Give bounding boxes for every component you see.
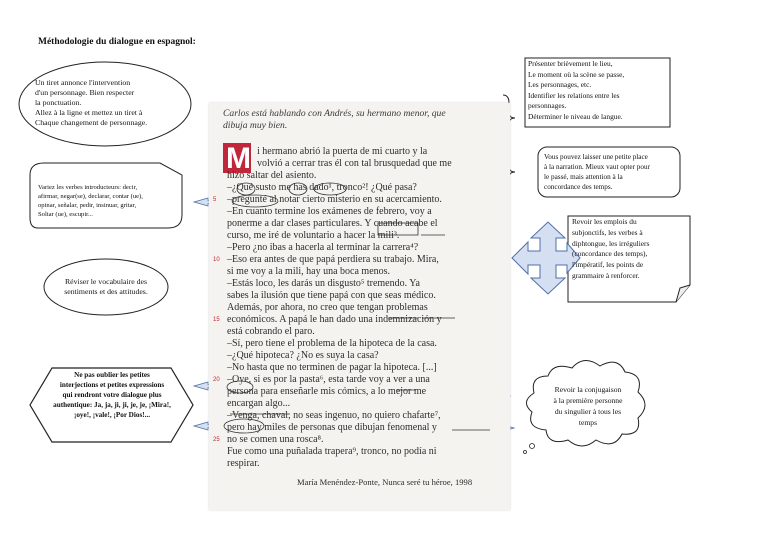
note-subjonctif: Revoir les emplois du subjonctifs, les verbes à diphtongue, les irréguliers (concordance des temps), l'impératif, les points de grammaire à renforcer. [572,217,650,280]
text-line: Además, por ahora, no creo que tengan problemas [227,302,428,313]
note-lieu: Présenter brièvement le lieu, Le moment où la scène se passe, Les personnages, etc. Identifier les relations entre les personnages. Déterminer le niveau de langue. [528,59,625,121]
line-number: 5 [213,197,217,203]
note-verbes: Variez les verbes introducteurs: decir, afirmar, negar(se), declarar, contar (ue), opinar, señalar, pedir, insinuar, gritar, Soltar (ue), escupir... [38,184,143,218]
text-line: –Sí, pero tiene el problema de la hipoteca de la casa. [227,338,437,349]
note-conjugaison: Revoir la conjugaison à la première personne du singulier à tous les temps [553,385,623,427]
text-line: –Venga, chaval, no seas ingenuo, no quiero chafarte⁷, [227,410,441,421]
text-line: persona para enseñarle mis cómics, a lo mejor me [227,386,427,397]
line-number: 20 [213,377,220,383]
page-title: Méthodologie du dialogue en espagnol: [38,37,196,47]
text-line: –Pero ¿no ibas a hacerla al terminar la carrera⁴? [227,242,419,253]
text-line: si me voy a la mili, hay una boca menos. [227,266,391,277]
text-line: –No hasta que no terminen de pagar la hipoteca. [...] [227,362,437,373]
citation: María Menéndez-Ponte, Nunca seré tu héroe, 1998 [297,477,473,487]
line-number: 15 [213,317,220,323]
text-line: respirar. [227,458,260,469]
text-line: –En cuanto termine los exámenes de febrero, voy a [227,206,432,217]
text-line: ponerme a dar clases particulares. Y cuando acabe el [227,218,438,229]
text-line: no se comen una rosca⁸. [227,434,324,445]
text-line: i hermano abrió la puerta de mi cuarto y la [257,146,428,157]
text-line: pero hay miles de personas que dibujan fenomenal y [227,422,437,433]
text-line: sabes la ilusión que tiene papá con que seas médico. [227,290,436,301]
line-number: 25 [213,437,220,443]
note-narration: Vous pouvez laisser une petite place à la narration. Mieux vaut opter pour le passé, mais attention à la concordance des temps. [544,153,650,191]
text-line: –Eso era antes de que papá perdiera su trabajo. Mira, [227,254,439,265]
text-line: económicos. A papá le han dado una indemnización y [227,314,442,325]
dialogue-text [227,146,507,488]
text-line: curso, me iré de voluntario a hacer la mili³. [227,230,400,241]
text-line: hizo saltar del asiento. [227,170,317,181]
text-line: está cobrando el paro. [227,326,315,337]
text-line: Fue como una puñalada trapera⁹, tronco, no podía ni [227,446,437,457]
text-line: –¿Qué hipoteca? ¿No es suya la casa? [227,350,379,361]
text-line: encargan algo... [227,398,291,409]
text-line: –¿Qué susto me has dado¹, tronco²! ¿Qué pasa? [227,182,417,193]
textbook-page [209,103,510,510]
note-interjections: Ne pas oublier les petites interjections et petites expressions qui rendront votre dialogue plus authentique: Ja, ja, ji, ji, je, je, ¡Mira!, ¡oye!, ¡vale!, ¡Por Dios!... [53,371,171,419]
note-tiret: Un tiret annonce l'intervention d'un personnage. Bien respecter la ponctuation. Allez à la ligne et mettez un tiret à Chaque changement de personnage. [35,78,148,127]
text-line: –Estás loco, les darás un disgusto⁵ tremendo. Ya [227,278,420,289]
text-line: volvió a cerrar tras él con tal brusquedad que me [257,158,452,169]
text-line: –pregunté al notar cierto misterio en su acercamiento. [227,194,442,205]
drop-cap: M [223,143,251,173]
text-line: –Oye, si es por la pasta⁶, esta tarde voy a ver a una [227,374,430,385]
line-number: 10 [213,257,220,263]
page-intro: Carlos está hablando con Andrés, su hermano menor, que dibuja muy bien. [223,108,446,131]
note-vocabulaire: Réviser le vocabulaire des sentiments et des attitudes. [64,277,148,296]
